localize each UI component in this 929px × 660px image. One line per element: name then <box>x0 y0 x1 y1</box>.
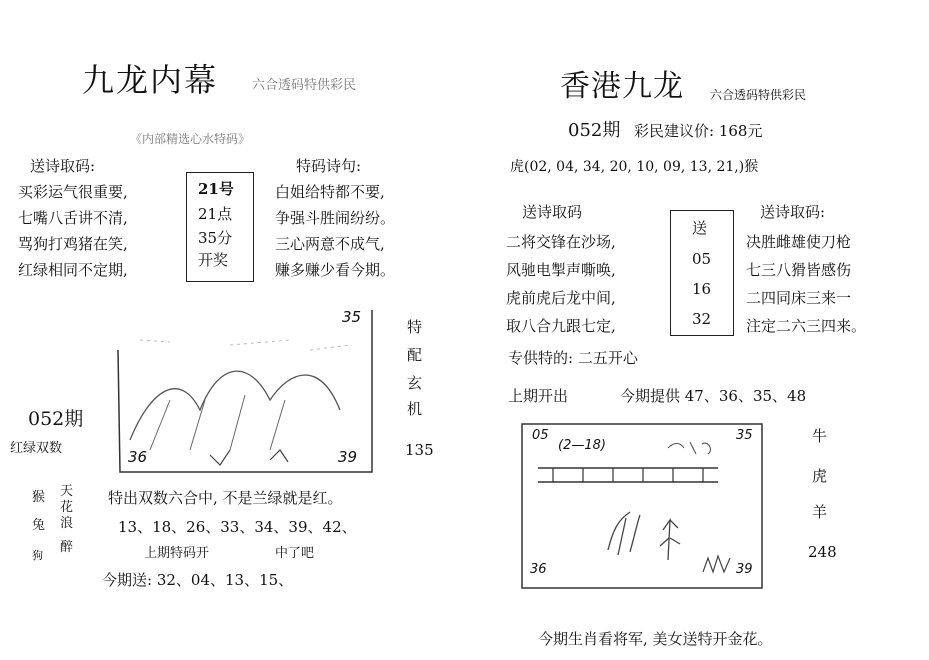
left-verse-side-1: 猴 <box>32 490 46 505</box>
left-subtitle: 六合透码特供彩民 <box>252 78 357 93</box>
right-box-line-4: 32 <box>692 310 712 328</box>
left-verse-cn-4: 醉 <box>60 540 74 555</box>
right-poem-left-1: 二将交锋在沙场, <box>506 233 616 251</box>
left-side-label-3: 玄 <box>407 374 423 392</box>
left-side-label-4: 机 <box>407 400 423 418</box>
left-poem-right-1: 白姐给特都不要, <box>275 183 385 201</box>
left-poem-right-title: 特码诗句: <box>296 157 362 175</box>
left-poem-left-title: 送诗取码: <box>30 157 96 175</box>
right-side-animal-1: 牛 <box>812 427 828 445</box>
right-subtitle: 六合透码特供彩民 <box>710 88 807 102</box>
right-last-open: 上期开出 <box>508 387 569 405</box>
left-poem-left-2: 七嘴八舌讲不清, <box>18 209 128 227</box>
right-poem-left-3: 虎前虎后龙中间, <box>506 289 616 307</box>
left-box-line-2: 21点 <box>198 205 233 223</box>
left-poem-right-3: 三心两意不成气, <box>275 235 385 253</box>
right-side-animal-3: 羊 <box>812 503 828 521</box>
left-verse-cn-3: 浪 <box>60 516 74 531</box>
right-poem-right-3: 二四同床三来一 <box>746 289 852 307</box>
left-banner: 《内部精选心水特码》 <box>130 132 251 146</box>
left-verse-side-3: 狗 <box>32 549 43 562</box>
left-sketch-num-bl: 36 <box>128 448 148 466</box>
left-line-3b: 中了吧 <box>275 546 315 561</box>
right-side-animal-2: 虎 <box>812 467 828 485</box>
left-line-4: 今期送: 32、04、13、15、 <box>102 571 294 589</box>
right-sketch-num-tl: 05 <box>532 428 549 443</box>
right-box-line-1: 送 <box>692 219 708 237</box>
left-sketch-num-tr: 35 <box>342 308 362 326</box>
left-side-num: 135 <box>405 441 434 459</box>
right-box-line-3: 16 <box>692 280 712 298</box>
right-poem-left-title: 送诗取码 <box>522 203 583 221</box>
left-poem-right-4: 赚多赚少看今期。 <box>275 261 396 279</box>
right-poem-left-4: 取八合九跟七定, <box>506 317 616 335</box>
left-box-line-4: 开奖 <box>198 251 229 269</box>
left-line-2: 13、18、26、33、34、39、42、 <box>118 518 357 536</box>
left-poem-left-4: 红绿相同不定期, <box>18 261 128 279</box>
right-sketch-num-tr: 35 <box>736 428 753 443</box>
right-poem-right-1: 决胜雌雄使刀枪 <box>746 233 852 251</box>
left-title: 九龙内幕 <box>82 61 219 99</box>
right-special: 专供特的: 二五开心 <box>508 349 638 367</box>
right-issue: 052期 <box>568 120 621 141</box>
left-sketch-num-br: 39 <box>338 448 358 466</box>
right-sketch-num-mid: (2—18) <box>558 438 606 453</box>
right-sketch-drawing <box>518 420 768 592</box>
right-this-provide: 今期提供 47、36、35、48 <box>620 387 807 405</box>
left-poem-left-3: 骂狗打鸡猪在笑, <box>18 235 128 253</box>
left-verse-cn-2: 花 <box>60 500 74 515</box>
left-verse-cn-1: 天 <box>60 484 74 499</box>
left-poem-left-1: 买彩运气很重要, <box>18 183 128 201</box>
left-issue: 052期 <box>28 408 84 430</box>
left-line-1: 特出双数六合中, 不是兰绿就是红。 <box>108 489 343 507</box>
left-side-label-1: 特 <box>407 318 423 336</box>
right-poem-left-2: 风驰电掣声嘶唤, <box>506 261 616 279</box>
left-issue-sub: 红绿双数 <box>10 441 63 456</box>
right-title: 香港九龙 <box>560 69 684 104</box>
left-poem-right-2: 争强斗胜闹纷纷。 <box>275 209 396 227</box>
right-side-num: 248 <box>808 543 837 561</box>
right-poem-right-title: 送诗取码: <box>760 203 826 221</box>
left-line-3a: 上期特码开 <box>144 546 210 561</box>
right-footer: 今期生肖看将军, 美女送特开金花。 <box>538 630 773 648</box>
left-box-line-1: 21号 <box>198 180 234 198</box>
right-box-line-2: 05 <box>692 250 712 268</box>
right-poem-right-4: 注定二六三四来。 <box>746 317 867 335</box>
right-sketch-num-bl: 36 <box>530 562 547 577</box>
left-side-label-2: 配 <box>407 346 423 364</box>
right-sketch-num-br: 39 <box>736 562 753 577</box>
right-tiger-row: 虎(02, 04, 34, 20, 10, 09, 13, 21,)猴 <box>510 159 759 175</box>
left-box-line-3: 35分 <box>198 229 233 247</box>
right-price: 彩民建议价: 168元 <box>634 122 763 140</box>
left-verse-side-2: 兔 <box>32 518 46 533</box>
right-poem-right-2: 七三八猾皆感伤 <box>746 261 852 279</box>
